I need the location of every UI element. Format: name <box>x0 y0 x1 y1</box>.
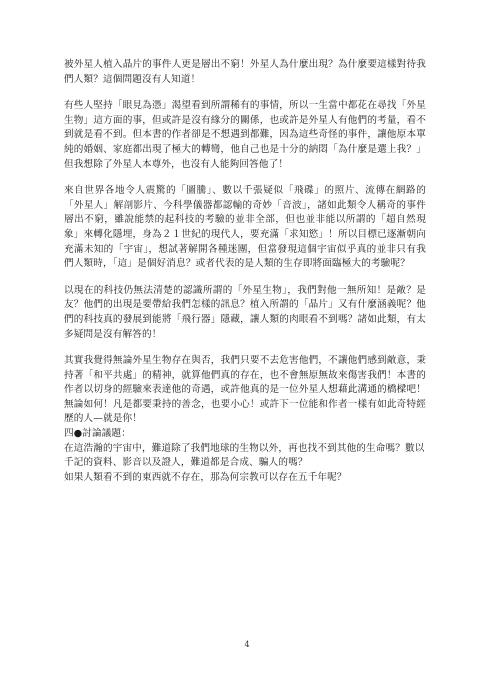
paragraph-5: 其實我覺得無論外星生物存在與否，我們只要不去危害他們，不讓他們感到敵意，秉持著「和平共處」的精神，就算他們真的存在，也不會無原無故來傷害我們！本書的作者以切身的經驗來表達他的奇遇，或許他真的是一位外星人想藉此溝通的橋樑吧！無論如何！凡是都要秉持的善念，也要小心！或許下一位能和作者一樣有如此奇特經歷的人—就是你！ <box>64 355 426 425</box>
paragraph-4: 以現在的科技仍無法清楚的認識所謂的「外星生物」，我們對他一無所知！是敵？是友？他們的出現是要帶給我們怎樣的訊息？植入所謂的「晶片」又有什麼涵義呢？他們的科技真的發展到能將「飛行器」隱藏，讓人類的肉眼看不到嗎？諸如此類，有太多疑問是沒有解答的！ <box>64 284 426 340</box>
paragraph-2: 有些人堅持「眼見為憑」渴望看到所謂稀有的事情，所以一生當中都花在尋找「外星生物」這方面的事，但或許是沒有緣分的關係，也或許是外星人有他們的考量，看不到就是看不到。但本書的作者卻是不想遇到都難，因為這些奇怪的事件，讓他原本單純的婚姻、家庭都出現了極大的轉彎，他自己也是十分的納悶「為什麼是選上我？」但我想除了外星人本尊外，也沒有人能夠回答他了！ <box>64 100 426 170</box>
paragraph-3: 來自世界各地令人震驚的「圖騰」、數以千張疑似「飛碟」的照片、流傳在網路的「外星人」解剖影片、今科學儀器都認輸的奇妙「音波」，諸如此類令人稱奇的事件層出不窮，雖說能禁的起科技的考驗的並非全部，但也並非能以所謂的「超自然現象」來轉化隱埋，身為２１世紀的現代人，要充滿「求知慾」！所以目標已逐漸朝向充滿未知的「宇宙」，想試著解開各種迷團，但當發現這個宇宙似乎真的並非只有我們人類時，「這」是個好消息？或者代表的是人類的生存即將面臨極大的考驗呢？ <box>64 185 426 270</box>
discussion-question-1: 在這浩瀚的宇宙中，難道除了我們地球的生物以外，再也找不到其他的生命嗎？數以千記的資料、影音以及證人，難道都是合成、騙人的嗎？ <box>64 442 425 469</box>
page-number: 4 <box>244 640 250 649</box>
discussion-heading: 四●討論議題： <box>64 428 131 440</box>
discussion-question-2: 如果人類看不到的東西就不存在，那為何宗教可以存在五千年呢？ <box>64 471 347 483</box>
page-body <box>64 58 426 485</box>
paragraph-1: 被外星人植入晶片的事件人更是層出不窮！外星人為什麼出現？為什麼要這樣對待我們人類？這個問題沒有人知道！ <box>64 59 426 85</box>
